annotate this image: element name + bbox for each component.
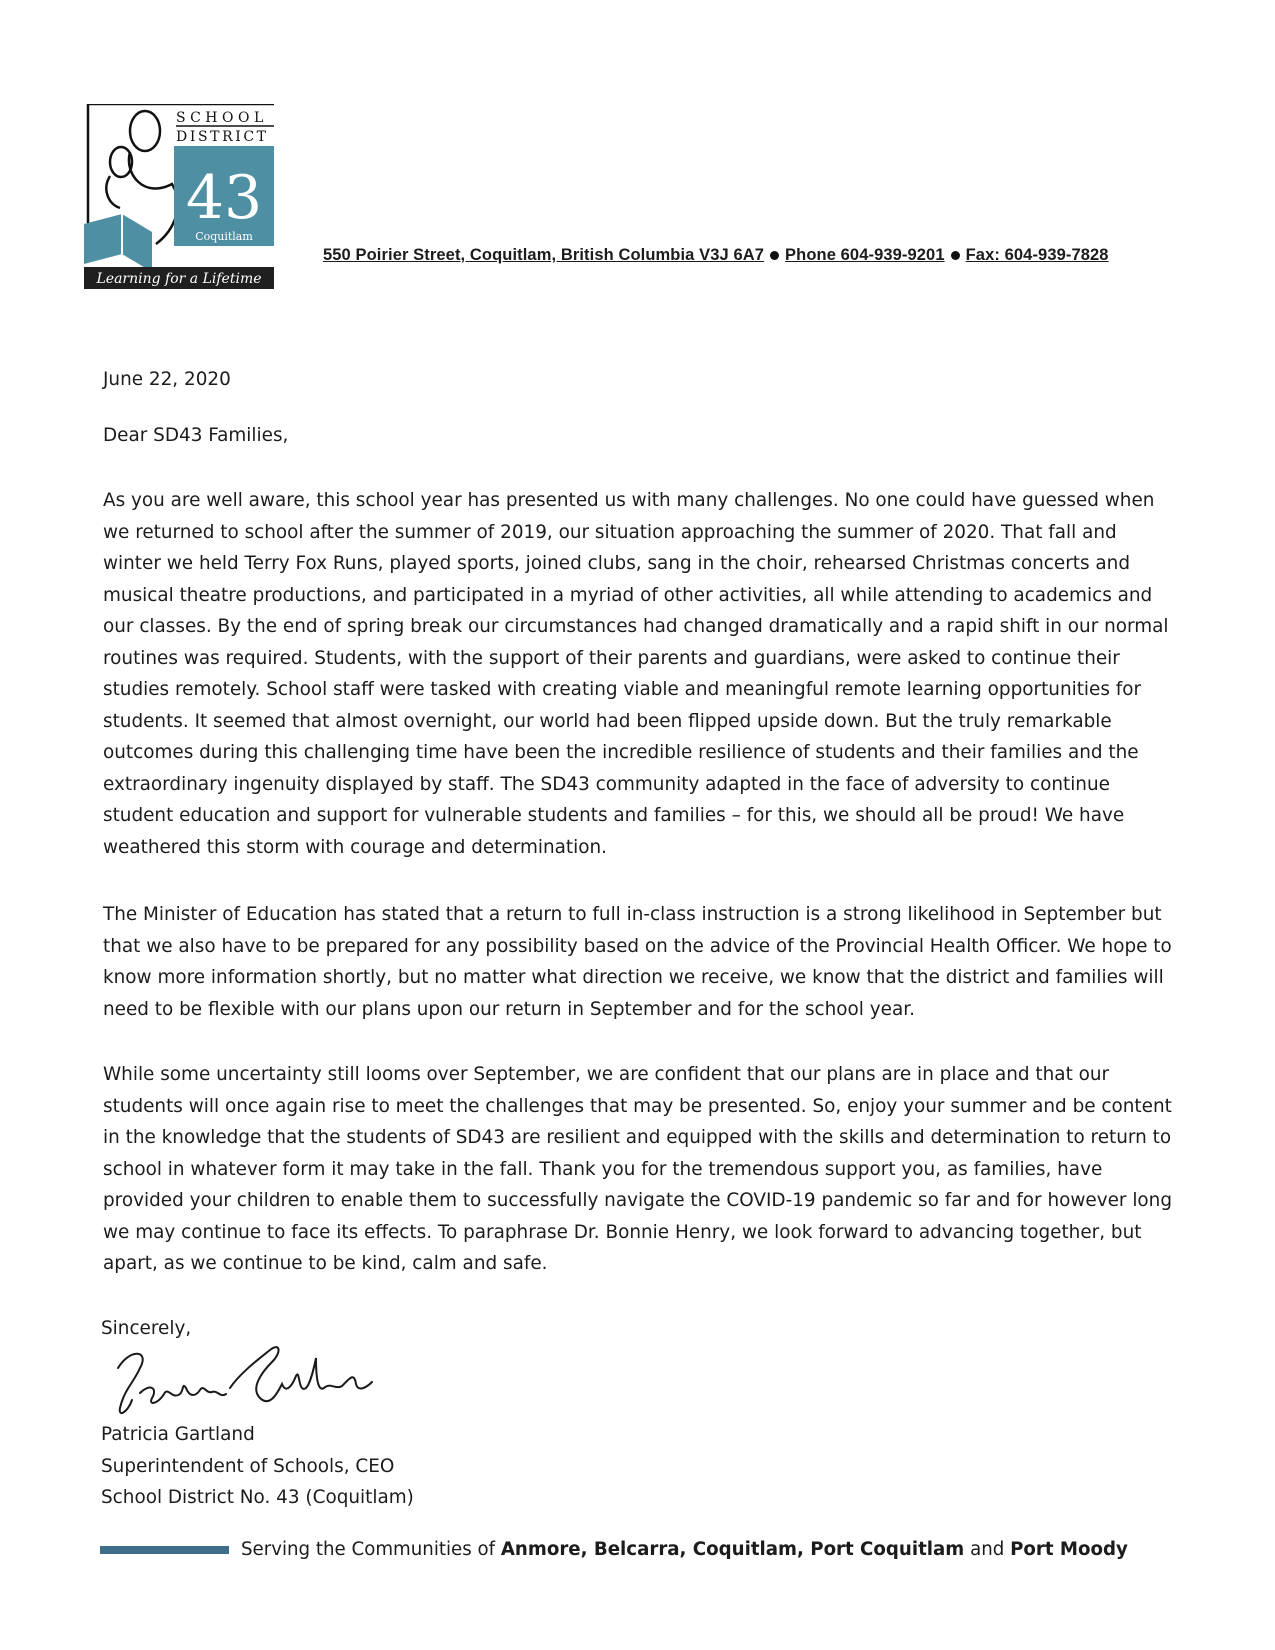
letterhead-address: [323, 246, 1109, 265]
logo-school-text: SCHOOL: [176, 110, 268, 126]
footer-accent-bar: [100, 1546, 229, 1554]
signature-block: [101, 1419, 414, 1514]
letter-paragraph: As you are well aware, this school year has presented us with many challenges. No one could have guessed when we returned to school after the summer of 2019, our situation approaching the summer of 2020. That fall and winter we held Terry Fox Runs, played sports, joined clubs, sang in the choir, rehearsed Christmas concerts and musical theatre productions, and participated in a myriad of other activities, all while attending to academics and our classes. By the end of spring break our circumstances had changed dramatically and a rapid shift in our normal routines was required. Students, with the support of their parents and guardians, were asked to continue their studies remotely. School staff were tasked with creating viable and meaningful remote learning opportunities for students. It seemed that almost overnight, our world had been flipped upside down. But the truly remarkable outcomes during this challenging time have been the incredible resilience of students and their families and the extraordinary ingenuity displayed by staff. The SD43 community adapted in the face of adversity to continue student education and support for vulnerable students and families – for this, we should all be proud! We have weathered this storm with courage and determination.: [103, 490, 1169, 858]
logo-number: 43: [185, 163, 263, 233]
phone-text: Phone 604-939-9201: [785, 246, 945, 264]
letter-salutation: Dear SD43 Families,: [103, 425, 289, 446]
signatory-name: Patricia Gartland: [101, 1424, 255, 1445]
letter-closing: Sincerely,: [101, 1318, 192, 1339]
logo-city: Coquitlam: [195, 230, 253, 243]
footer-text: [241, 1539, 1128, 1560]
fax-text: Fax: 604-939-7828: [965, 246, 1109, 264]
footer-conjunction: and: [970, 1539, 1005, 1560]
bullet-dot-icon: [951, 251, 960, 260]
footer-last-community: Port Moody: [1010, 1539, 1128, 1560]
logo-district-text: DISTRICT: [176, 129, 269, 145]
bullet-dot-icon: [770, 251, 779, 260]
district-logo: [84, 104, 294, 306]
letter-date: June 22, 2020: [103, 369, 231, 390]
footer-prefix: Serving the Communities of: [241, 1539, 496, 1560]
letter-paragraph: While some uncertainty still looms over September, we are confident that our plans are in place and that our students will once again rise to meet the challenges that may be presented. So, enjoy your summer and be content in the knowledge that the students of SD43 are resilient and equipped with the skills and determination to return to school in whatever form it may take in the fall. Thank you for the tremendous support you, as families, have provided your children to enable them to successfully navigate the COVID-19 pandemic so far and for however long we may continue to face its effects. To paraphrase Dr. Bonnie Henry, we look forward to advancing together, but apart, as we continue to be kind, calm and safe.: [103, 1064, 1173, 1274]
letter-footer: [100, 1539, 1128, 1560]
signatory-title: Superintendent of Schools, CEO: [101, 1455, 395, 1477]
footer-communities: Anmore, Belcarra, Coquitlam, Port Coquitlam: [500, 1539, 965, 1560]
signatory-organization: School District No. 43 (Coquitlam): [101, 1487, 414, 1508]
logo-tagline: Learning for a Lifetime: [96, 271, 262, 287]
letter-paragraph: The Minister of Education has stated that a return to full in-class instruction is a strong likelihood in September but that we also have to be prepared for any possibility based on the advice of the Provincial Health Officer. We hope to know more information shortly, but no matter what direction we receive, we know that the district and families will need to be flexible with our plans upon our return in September and for the school year.: [103, 904, 1172, 1020]
address-text: 550 Poirier Street, Coquitlam, British Columbia V3J 6A7: [323, 246, 765, 264]
district-logo-graphic: [84, 104, 294, 306]
handwritten-signature: [110, 1338, 390, 1428]
